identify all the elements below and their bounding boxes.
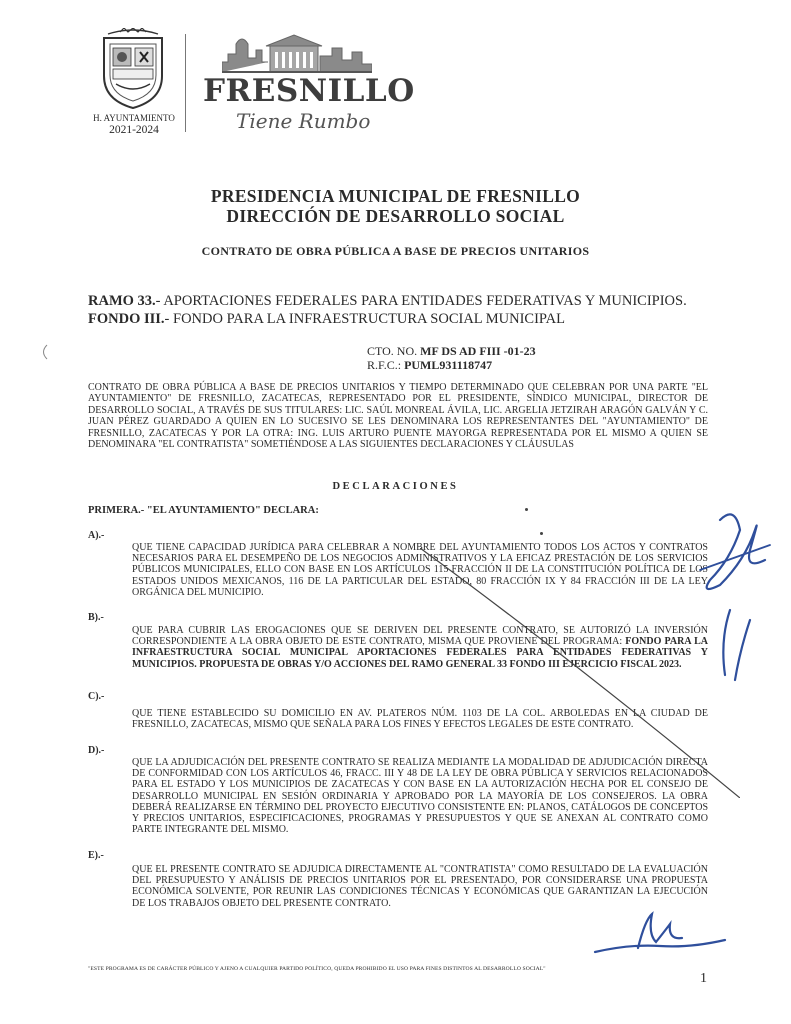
signature-icon-bottom	[590, 910, 730, 960]
margin-mark-icon	[38, 343, 50, 361]
clause-d-text: QUE LA ADJUDICACIÓN DEL PRESENTE CONTRATO SE REALIZA MEDIANTE LA MODALIDAD DE ADJUDICACIÓN DIRECTA DE CONFORMIDAD CON LOS ARTÍCULOS 46, FRACC. III Y 48 DE LA LEY DE OBRA PÚBLICA Y SERVICIOS RELACIONADOS PARA EL ESTADO Y LOS MUNICIPIOS DE ZACATECAS Y CON BASE EN LA AUTORIZACIÓN HECHA POR EL CONSEJO DE DESARROLLO MUNICIPAL EN SESIÓN ORDINARIA Y APROBADO POR LA MAYORÍA DE LOS CONSEJEROS. LA OBRA DEBERÁ REALIZARSE EN TÉRMINO DEL PROYECTO EJECUTIVO CONSISTENTE EN: PLANOS, CATÁLOGOS DE CONCEPTOS Y PRECIOS UNITARIOS, ESPECIFICACIONES, PROGRAMAS Y PRESUPUESTOS Y QUE SE ANEXAN AL CONTRATO COMO PARTE INTEGRANTE DEL MISMO.	[132, 757, 708, 836]
clause-a-mark: A).-	[88, 530, 105, 541]
primera-heading: PRIMERA.- "EL AYUNTAMIENTO" DECLARA:	[88, 505, 319, 516]
rfc-label: R.F.C.:	[367, 358, 405, 372]
clause-d-mark: D).-	[88, 745, 105, 756]
clause-e-text: QUE EL PRESENTE CONTRATO SE ADJUDICA DIRECTAMENTE AL "CONTRATISTA" COMO RESULTADO DE LA EVALUACIÓN DEL PRESUPUESTO Y ANÁLISIS DE PRECIOS UNITARIOS POR EL PRESENTADO, POR CONSIDERARSE UNA PROPUESTA ECONÓMICA SOLVENTE, POR REUNIR LAS CONDICIONES TÉCNICAS Y ECONÓMICAS QUE GARANTIZAN LA EJECUCIÓN DE LOS TRABAJOS OBJETO DEL PRESENTE CONTRATO.	[132, 864, 708, 909]
clause-b-plain: QUE PARA CUBRIR LAS EROGACIONES QUE SE DERIVEN DEL PRESENTE CONTRATO, SE AUTORIZÓ LA INVERSIÓN CORRESPONDIENTE A LA OBRA OBJETO DE ESTE CONTRATO, MISMA QUE PROVIENE DEL PROGRAMA:	[132, 625, 708, 648]
clause-e-mark: E).-	[88, 850, 104, 861]
header-divider	[185, 34, 186, 132]
ramo-text: - APORTACIONES FEDERALES PARA ENTIDADES FEDERATIVAS Y MUNICIPIOS.	[155, 293, 687, 309]
rfc-value: PUML931118747	[404, 358, 493, 372]
signature-icon	[690, 500, 780, 690]
contract-number-line	[367, 344, 536, 359]
ink-dot	[540, 532, 543, 535]
page-title-line-1: PRESIDENCIA MUNICIPAL DE FRESNILLO	[210, 186, 581, 206]
contract-number: MF DS AD FIII -01-23	[420, 344, 536, 358]
ramo-line: RAMO 33.- APORTACIONES FEDERALES PARA ENTIDADES FEDERATIVAS Y MUNICIPIOS.	[88, 293, 687, 309]
page-number: 1	[700, 971, 707, 986]
clause-b-mark: B).-	[88, 612, 104, 623]
rfc-line	[367, 358, 492, 373]
clause-a-text: QUE TIENE CAPACIDAD JURÍDICA PARA CELEBRAR A NOMBRE DEL AYUNTAMIENTO TODOS LOS ACTOS Y CONTRATOS NECESARIOS PARA EL DESEMPEÑO DE LOS NEGOCIOS ADMINISTRATIVOS Y LA EFICAZ PRESTACIÓN DE LOS SERVICIOS PÚBLICOS MUNICIPALES, ELLO CON BASE EN LOS ARTÍCULOS 115 FRACCIÓN II DE LA CONSTITUCIÓN POLÍTICA DE LOS ESTADOS UNIDOS MEXICANOS, 116 DE LA PARTICULAR DEL ESTADO, 80 FRACCIÓN IX Y 84 FRACCIÓN III DE LA LEY ORGÁNICA DEL MUNICIPIO.	[132, 542, 708, 598]
clause-b-program: FONDO PARA LA INFRAESTRUCTURA SOCIAL MUNICIPAL APORTACIONES FEDERALES PARA ENTIDADES FEDERATIVAS Y MUNICIPIOS. PROPUESTA DE OBRAS Y/O ACCIONES DEL RAMO GENERAL 33 FONDO III EJERCICIO FISCAL 2023.	[132, 636, 708, 670]
brand-tagline: Tiene Rumbo	[236, 109, 371, 133]
fondo-line: FONDO III.- FONDO PARA LA INFRAESTRUCTURA SOCIAL MUNICIPAL	[88, 311, 565, 327]
clause-c-text: QUE TIENE ESTABLECIDO SU DOMICILIO EN AV. PLATEROS NÚM. 1103 DE LA COL. ARBOLEDAS EN LA CIUDAD DE FRESNILLO, ZACATECAS, MISMO QUE SEÑALA PARA LOS FINES Y EFECTOS LEGALES DE ESTE CONTRATO.	[132, 708, 708, 731]
contract-type-heading: CONTRATO DE OBRA PÚBLICA A BASE DE PRECIOS UNITARIOS	[201, 244, 590, 258]
intro-paragraph: CONTRATO DE OBRA PÚBLICA A BASE DE PRECIOS UNITARIOS Y TIEMPO DETERMINADO QUE CELEBRAN POR UNA PARTE "EL AYUNTAMIENTO" DE FRESNILLO, ZACATECAS, REPRESENTADO POR EL PRESIDENTE, SÍNDICO MUNICIPAL, DIRECTOR DE DESARROLLO SOCIAL, A TRAVÉS DE SUS TITULARES: LIC. SAÚL MONREAL ÁVILA, LIC. ARGELIA JETZIRAH ARAGÓN GALVÁN Y C. JUAN PÉREZ GUARDADO A QUIEN EN LO SUCESIVO SE LES DENOMINARA LOS REPRESENTANTES DEL "AYUNTAMIENTO" DE FRESNILLO, ZACATECAS Y POR LA OTRA: ING. LUIS ARTURO PUENTE MAYORGA REPRESENTADA POR EL MISMO A QUIEN SE DENOMINARA "EL CONTRATISTA" SOMETIÉNDOSE A LAS SIGUIENTES DECLARACIONES Y CLÁUSULAS	[88, 382, 708, 451]
fondo-text: - FONDO PARA LA INFRAESTRUCTURA SOCIAL MUNICIPAL	[164, 311, 565, 327]
declarations-heading: DECLARACIONES	[332, 481, 459, 492]
page-title-line-2: DIRECCIÓN DE DESARROLLO SOCIAL	[226, 206, 565, 226]
city-skyline-icon	[222, 32, 372, 74]
clause-c-mark: C).-	[88, 691, 105, 702]
ink-dot	[525, 508, 528, 511]
ayuntamiento-label: H. AYUNTAMIENTO	[93, 113, 175, 123]
footer-disclaimer: "ESTE PROGRAMA ES DE CARÁCTER PÚBLICO Y AJENO A CUALQUIER PARTIDO POLÍTICO, QUEDA PROHIBIDO EL USO PARA FINES DISTINTOS AL DESARROLLO SOCIAL"	[88, 966, 546, 972]
ayuntamiento-years: 2021-2024	[109, 124, 159, 136]
coat-of-arms-icon	[98, 28, 168, 110]
brand-name: FRESNILLO	[203, 73, 415, 109]
contract-number-label: CTO. NO.	[367, 344, 421, 358]
